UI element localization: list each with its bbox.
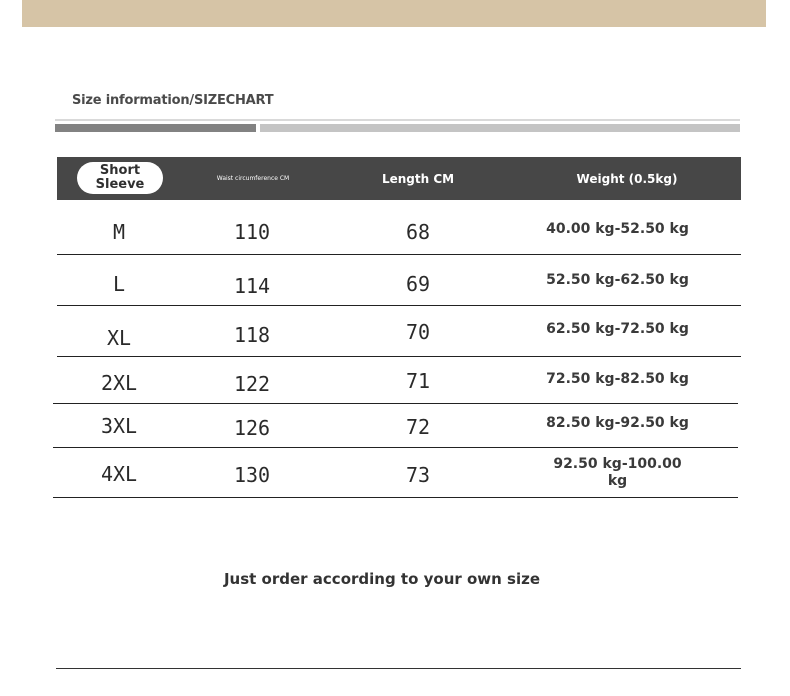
row-2xl-waist: 122: [233, 372, 271, 396]
row-m-length: 68: [405, 220, 431, 244]
row-l-weight: 52.50 kg-62.50 kg: [546, 271, 689, 288]
bottom-divider-line: [56, 668, 741, 669]
header-size-label: Short Sleeve: [95, 163, 145, 192]
row-divider: [57, 254, 741, 255]
row-3xl-length: 72: [405, 415, 431, 439]
row-l-waist: 114: [233, 274, 271, 298]
header-weight: Weight (0.5kg): [576, 171, 678, 186]
row-divider: [53, 497, 738, 498]
row-l-length: 69: [405, 272, 431, 296]
row-m-weight: [535, 206, 700, 252]
row-divider: [57, 356, 741, 357]
row-divider: [53, 403, 738, 404]
short-sleeve-badge: [77, 162, 163, 194]
row-divider: [57, 305, 741, 306]
row-2xl-weight: 72.50 kg-82.50 kg: [546, 370, 689, 387]
row-divider: [53, 447, 738, 448]
footer-note: Just order according to your own size: [223, 570, 541, 588]
title-bar-light: [260, 124, 740, 132]
row-l-size: L: [112, 272, 126, 296]
title-bar-dark: [55, 124, 256, 132]
header-waist-label: Waist circumference CM: [216, 174, 290, 182]
row-3xl-waist: 126: [233, 416, 271, 440]
row-3xl-weight: 82.50 kg-92.50 kg: [546, 414, 689, 431]
section-title: Size information/SIZECHART: [72, 93, 274, 108]
row-4xl-size: 4XL: [100, 462, 138, 486]
size-table-header: [57, 157, 741, 200]
row-xl-length: 70: [405, 320, 431, 344]
row-m-weight-text: 40.00 kg-52.50 kg: [546, 220, 689, 237]
header-length: Length CM: [381, 171, 455, 186]
header-waist: [207, 157, 299, 200]
row-4xl-weight-text: 92.50 kg-100.00 kg: [553, 456, 682, 489]
row-xl-waist: 118: [233, 323, 271, 347]
title-divider-line: [55, 119, 740, 121]
row-4xl-weight: [535, 450, 700, 496]
row-m-waist: 110: [233, 220, 271, 244]
row-3xl-size: 3XL: [100, 414, 138, 438]
row-2xl-length: 71: [405, 369, 431, 393]
row-2xl-size: 2XL: [100, 371, 138, 395]
top-color-band: [22, 0, 766, 27]
row-4xl-length: 73: [405, 463, 431, 487]
row-m-size: M: [112, 220, 126, 244]
row-xl-size: XL: [106, 326, 132, 350]
row-4xl-waist: 130: [233, 463, 271, 487]
row-xl-weight: 62.50 kg-72.50 kg: [546, 320, 689, 337]
